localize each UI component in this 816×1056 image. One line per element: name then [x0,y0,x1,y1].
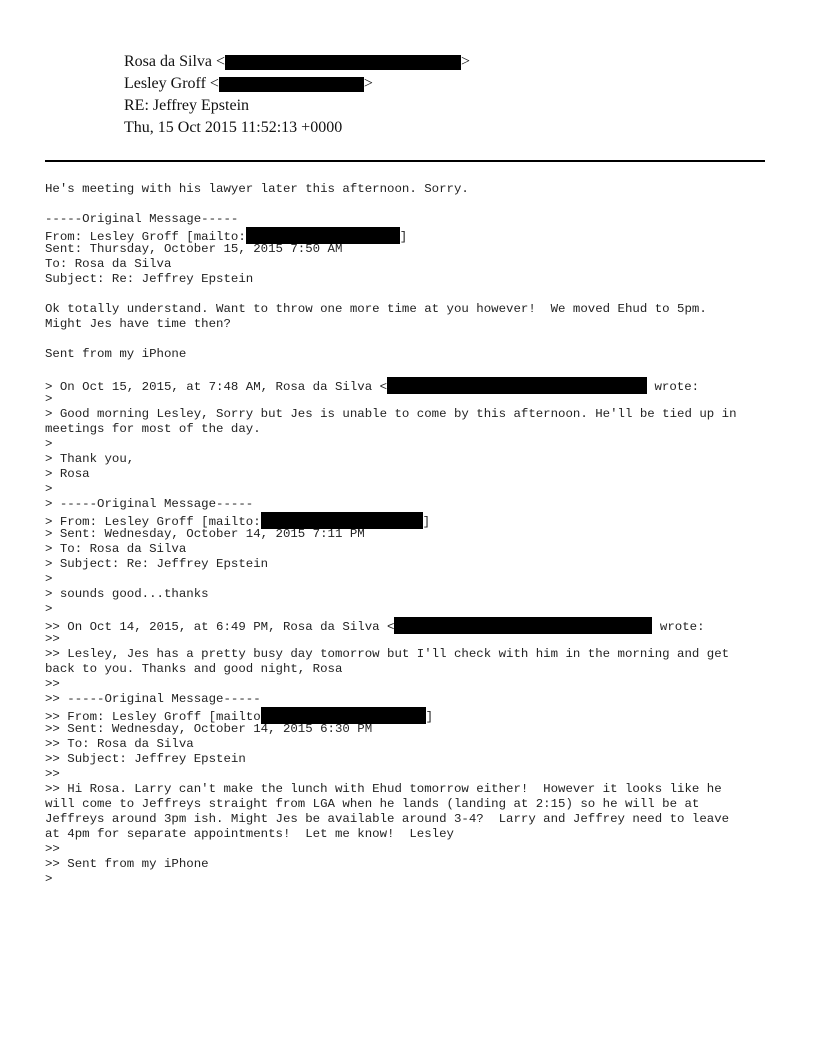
line-text: ] [399,230,408,244]
body-line: > Rosa [45,467,90,481]
blank-line [45,332,785,347]
body-line: >> [45,677,60,691]
blank-line [45,287,785,302]
body-line: > [45,602,53,616]
from-name: Rosa da Silva < [124,53,226,70]
body-line: Sent from my iPhone [45,347,187,361]
redaction-bar [219,77,364,92]
body-line: > sounds good...thanks [45,587,209,601]
header-divider [45,160,765,162]
body-line: Jeffreys around 3pm ish. Might Jes be available around 3-4? Larry and Jeffrey need to leave [45,812,730,826]
body-line: Might Jes have time then? [45,317,231,331]
body-line: >> Hi Rosa. Larry can't make the lunch with Ehud tomorrow either! However it looks like he [45,782,722,796]
redaction-bar [387,377,647,394]
body-line: > Sent: Wednesday, October 14, 2015 7:11 PM [45,527,365,541]
body-line: > Thank you, [45,452,135,466]
redaction-bar [225,55,461,70]
body-line: > [45,872,53,886]
line-text: wrote: [647,380,700,394]
body-line [45,617,785,632]
line-text: > From: Lesley Groff [mailto: [45,515,261,529]
body-line: > [45,437,53,451]
body-line: -----Original Message----- [45,212,239,226]
body-line: back to you. Thanks and good night, Rosa [45,662,343,676]
body-line: > [45,572,53,586]
body-line: >> To: Rosa da Silva [45,737,194,751]
body-line: Ok totally understand. Want to throw one more time at you however! We moved Ehud to 5pm. [45,302,707,316]
body-line: He's meeting with his lawyer later this afternoon. Sorry. [45,182,469,196]
body-line: >> -----Original Message----- [45,692,261,706]
blank-line [45,362,785,377]
body-line: > [45,482,53,496]
body-line: Subject: Re: Jeffrey Epstein [45,272,254,286]
line-text: >> From: Lesley Groff [mailto [45,710,261,724]
to-close: > [363,75,373,92]
body-line: >> [45,767,60,781]
body-line: > Good morning Lesley, Sorry but Jes is unable to come by this afternoon. He'll be tied up in [45,407,737,421]
body-line: Sent: Thursday, October 15, 2015 7:50 AM [45,242,343,256]
line-text: ] [422,515,431,529]
to-name: Lesley Groff < [124,75,219,92]
blank-line [45,197,785,212]
body-line: > Subject: Re: Jeffrey Epstein [45,557,269,571]
from-value [124,52,470,72]
to-value [124,74,373,94]
body-line: at 4pm for separate appointments! Let me know! Lesley [45,827,454,841]
email-body [45,182,785,887]
from-close: > [461,53,471,70]
line-text: wrote: [652,620,705,634]
redaction-bar [394,617,652,634]
body-line: >> Sent: Wednesday, October 14, 2015 6:30 PM [45,722,373,736]
body-line [45,707,785,722]
line-text: > On Oct 15, 2015, at 7:48 AM, Rosa da Silva < [45,380,388,394]
body-line [45,377,785,392]
subject-value: RE: Jeffrey Epstein [124,97,250,114]
body-line: > [45,392,53,406]
body-line [45,227,785,242]
body-line: >> [45,632,60,646]
body-line: >> [45,842,60,856]
body-line: will come to Jeffreys straight from LGA when he lands (landing at 2:15) so he will be at [45,797,700,811]
line-text: ] [425,710,434,724]
body-line: meetings for most of the day. [45,422,261,436]
body-line: >> Lesley, Jes has a pretty busy day tomorrow but I'll check with him in the morning and get [45,647,730,661]
body-line: > To: Rosa da Silva [45,542,187,556]
line-text: >> On Oct 14, 2015, at 6:49 PM, Rosa da Silva < [45,620,395,634]
body-line: >> Sent from my iPhone [45,857,209,871]
body-line [45,512,785,527]
body-line: To: Rosa da Silva [45,257,172,271]
line-text: From: Lesley Groff [mailto: [45,230,246,244]
body-line: >> Subject: Jeffrey Epstein [45,752,246,766]
date-value: Thu, 15 Oct 2015 11:52:13 +0000 [124,119,343,136]
body-line: > -----Original Message----- [45,497,254,511]
